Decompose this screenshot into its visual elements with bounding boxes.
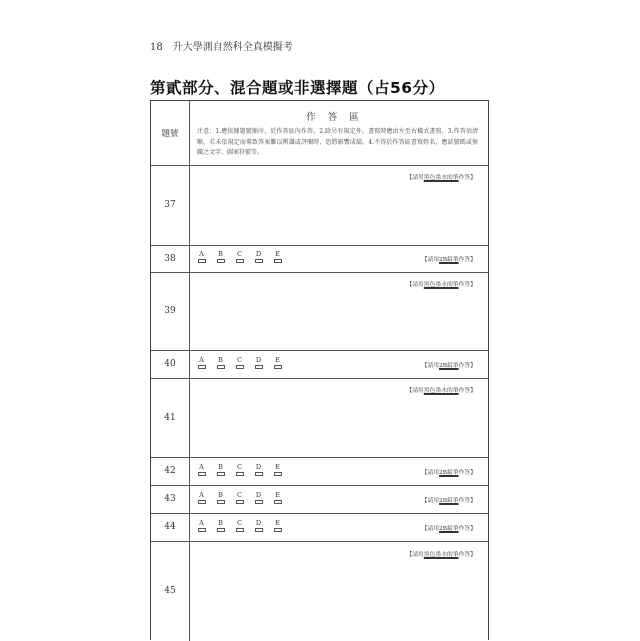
- pencil-instruction: 【請用2B鉛筆作答】: [421, 526, 476, 532]
- option-b[interactable]: B: [216, 251, 225, 263]
- pencil-instruction: 【請用2B鉛筆作答】: [421, 257, 476, 263]
- option-a[interactable]: A: [197, 357, 206, 369]
- option-a[interactable]: A: [197, 520, 206, 532]
- answer-area-header: [189, 101, 488, 165]
- option-b[interactable]: B: [216, 492, 225, 504]
- question-number: 44: [151, 513, 190, 541]
- pencil-instruction: 【請用2B鉛筆作答】: [421, 470, 476, 476]
- question-number-column-label: 題號: [151, 101, 190, 165]
- option-d[interactable]: D: [254, 520, 263, 532]
- option-c[interactable]: C: [235, 251, 244, 263]
- question-row-38: [151, 245, 488, 273]
- option-c[interactable]: C: [235, 357, 244, 369]
- question-row-44: [151, 513, 488, 542]
- option-a[interactable]: A: [197, 464, 206, 476]
- option-c[interactable]: C: [235, 492, 244, 504]
- question-row-39: [151, 272, 488, 351]
- option-e[interactable]: E: [273, 520, 282, 532]
- pencil-instruction: 【請用2B鉛筆作答】: [421, 498, 476, 504]
- question-number: 37: [151, 165, 190, 245]
- question-row-40: [151, 350, 488, 379]
- question-number: 38: [151, 245, 190, 272]
- option-e[interactable]: E: [273, 464, 282, 476]
- option-d[interactable]: D: [254, 464, 263, 476]
- question-row-43: [151, 485, 488, 514]
- option-c[interactable]: C: [235, 464, 244, 476]
- ink-pen-instruction: 【請用黑色墨水的筆作答】: [406, 175, 476, 181]
- option-d[interactable]: D: [254, 492, 263, 504]
- option-a[interactable]: A: [197, 251, 206, 263]
- page-header: [150, 38, 293, 53]
- section-title: 第貳部分、混合題或非選擇題（占56分）: [150, 79, 445, 97]
- option-b[interactable]: B: [216, 464, 225, 476]
- pencil-instruction: 【請用2B鉛筆作答】: [421, 363, 476, 369]
- option-bubbles: [197, 464, 282, 476]
- ink-pen-instruction: 【請用黑色墨水的筆作答】: [406, 388, 476, 394]
- question-row-37: [151, 165, 488, 246]
- option-e[interactable]: E: [273, 492, 282, 504]
- option-bubbles: [197, 251, 282, 263]
- question-number: 41: [151, 378, 190, 457]
- option-bubbles: [197, 357, 282, 369]
- option-bubbles: [197, 520, 282, 532]
- sheet-header-row: [151, 101, 488, 166]
- question-number: 40: [151, 350, 190, 378]
- question-number: 45: [151, 541, 190, 641]
- answer-instructions: 注意：1.應依據題號順序，於作答區內作答。2.除另有規定外，書寫時應由左至右橫式書寫。3.作答須清晰，若未依規定而導致答案難以辨識或評閱時，恐將影響成績。4.不得於作答區書寫姓名、應試號碼或無關之文字、圖案符號等。: [197, 128, 478, 156]
- option-d[interactable]: D: [254, 251, 263, 263]
- question-row-41: [151, 378, 488, 458]
- question-number: 39: [151, 272, 190, 350]
- answer-area-title: 作答區: [306, 112, 371, 123]
- option-d[interactable]: D: [254, 357, 263, 369]
- question-number: 43: [151, 485, 190, 513]
- question-row-42: [151, 457, 488, 486]
- option-e[interactable]: E: [273, 251, 282, 263]
- option-b[interactable]: B: [216, 357, 225, 369]
- question-row-45: [151, 541, 488, 641]
- option-e[interactable]: E: [273, 357, 282, 369]
- book-title: 升大學測自然科全真模擬考: [172, 42, 293, 53]
- option-c[interactable]: C: [235, 520, 244, 532]
- question-number: 42: [151, 457, 190, 485]
- option-b[interactable]: B: [216, 520, 225, 532]
- ink-pen-instruction: 【請用黑色墨水的筆作答】: [406, 552, 476, 558]
- ink-pen-instruction: 【請用黑色墨水的筆作答】: [406, 282, 476, 288]
- option-bubbles: [197, 492, 282, 504]
- page-number: 18: [150, 42, 163, 53]
- answer-sheet: [150, 100, 489, 640]
- option-a[interactable]: A: [197, 492, 206, 504]
